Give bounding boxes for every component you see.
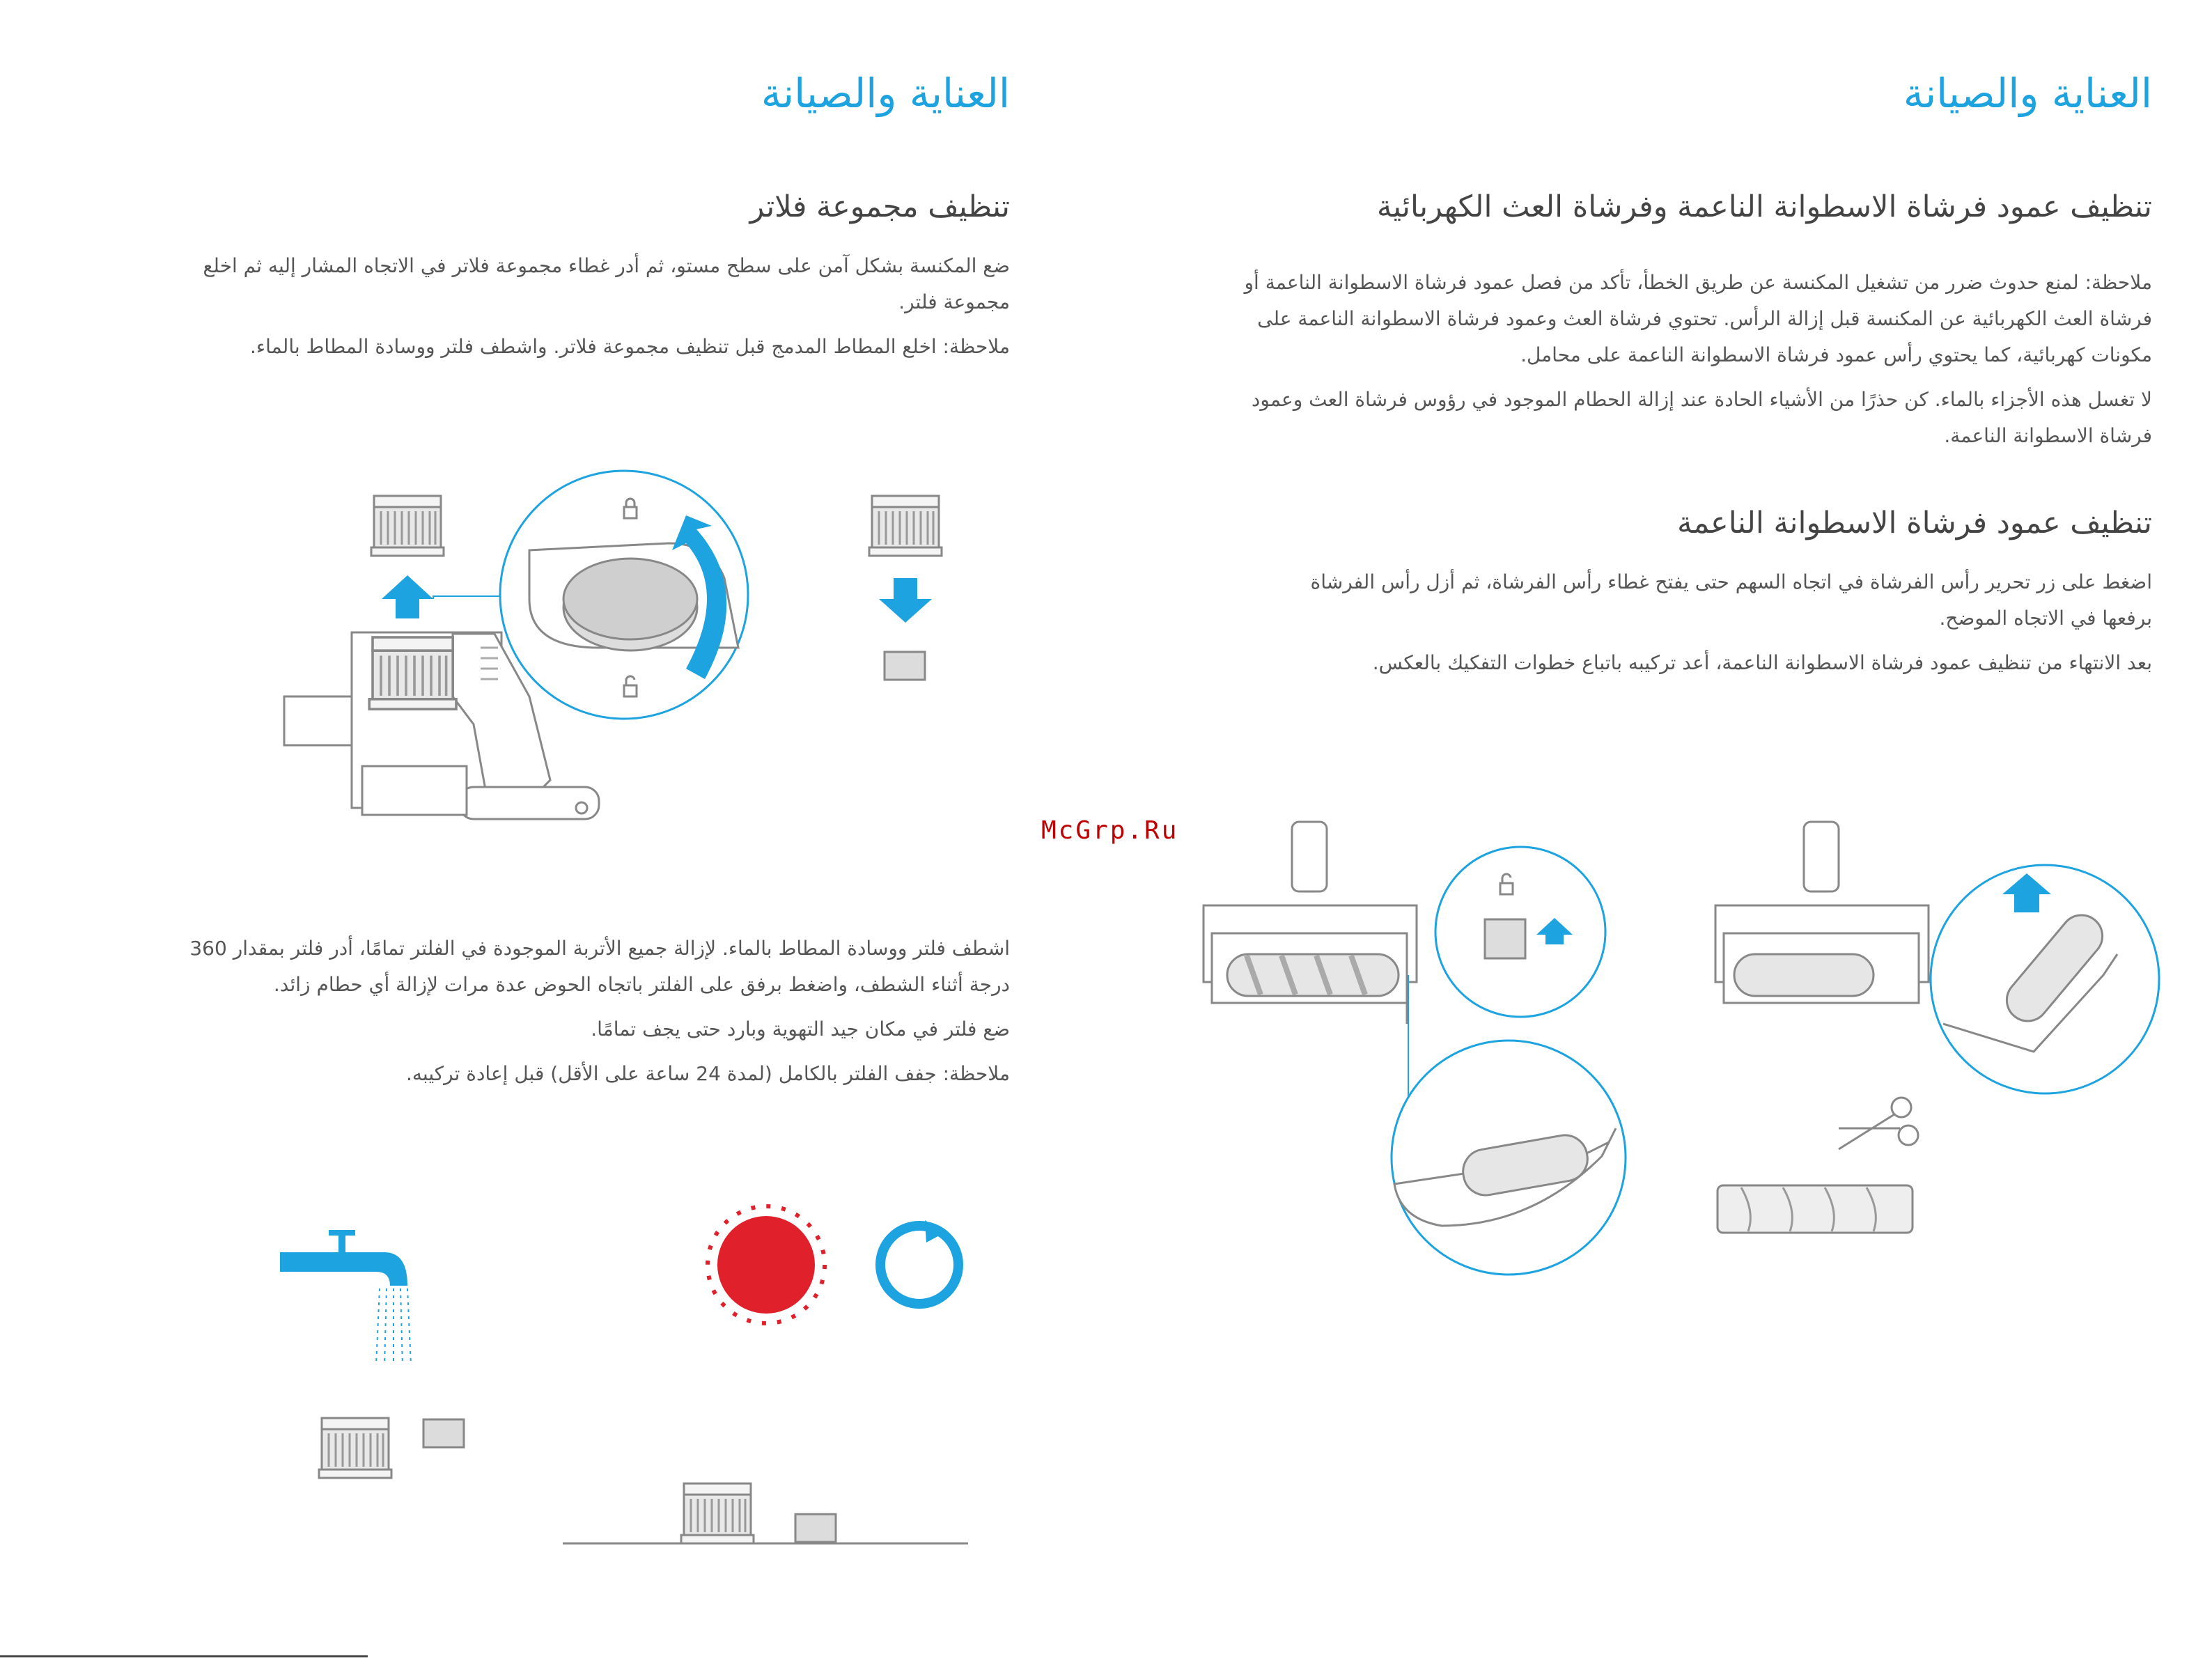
roller-brush xyxy=(1718,1185,1913,1233)
brush-note: ملاحظة: لمنع حدوث ضرر من تشغيل المكنسة عن طريق الخطأ، تأكد من فصل عمود فرشاة الاسطوانة الناعمة أو فرشاة العث الكهربائية عن المكنسة قبل إزالة الرأس. تحتوي فرشاة العث وعمود فرشاة الاسطوانة الناعمة على مكونات كهربائية، كما يحتوي رأس عمود فرشاة الاسطوانة الناعمة على محامل. xyxy=(1244,271,2152,366)
left-page-title: العناية والصيانة xyxy=(761,70,1010,117)
dry-note: ملاحظة: جفف الفلتر بالكامل (لمدة 24 ساعة على الأقل) قبل إعادة تركيبه. xyxy=(405,1062,1010,1085)
wash-instruction: اشطف فلتر ووسادة المطاط بالماء. لإزالة جميع الأتربة الموجودة في الفلتر تمامًا، أدر فلتر بمقدار 360 درجة أثناء الشطف، واضغط برفق على الفلتر باتجاه الحوض عدة مرات لإزالة أي حطام زائد. xyxy=(189,937,1010,996)
brush-section-heading: تنظيف عمود فرشاة الاسطوانة الناعمة وفرشاة العث الكهربائية xyxy=(1377,189,2152,224)
roller-reassemble: بعد الانتهاء من تنظيف عمود فرشاة الاسطوانة الناعمة، أعد تركيبه باتباع خطوات التفكيك بالعكس. xyxy=(1372,651,2152,674)
watermark: McGrp.Ru xyxy=(1041,816,1179,845)
filter-note: ملاحظة: اخلع المطاط المدمج قبل تنظيف مجموعة فلاتر. واشطف فلتر ووسادة المطاط بالماء. xyxy=(250,335,1010,358)
roller-section-heading: تنظيف عمود فرشاة الاسطوانة الناعمة xyxy=(1677,506,2152,540)
filter-section-heading: تنظيف مجموعة فلاتر xyxy=(749,189,1010,224)
scissors-icon xyxy=(1839,1098,1918,1149)
filter-instruction: ضع المكنسة بشكل آمن على سطح مستو، ثم أدر غطاء مجموعة فلاتر في الاتجاه المشار إليه ثم اخلع مجموعة فلتر. xyxy=(203,254,1010,313)
right-page-title: العناية والصيانة xyxy=(1903,70,2152,117)
release-button xyxy=(1485,919,1525,958)
dry-instruction: ضع فلتر في مكان جيد التهوية وبارد حتى يجف تمامًا. xyxy=(591,1018,1010,1041)
roller-instruction: اضغط على زر تحرير رأس الفرشاة في اتجاه السهم حتى يفتح غطاء رأس الفرشاة، ثم أزل رأس الفرشاة برفعها في الاتجاه الموضح. xyxy=(1310,570,2152,630)
brush-warning: لا تغسل هذه الأجزاء بالماء. كن حذرًا من الأشياء الحادة عند إزالة الحطام الموجود في رؤوس فرشاة العث وعمود فرشاة الاسطوانة الناعمة. xyxy=(1251,388,2152,447)
